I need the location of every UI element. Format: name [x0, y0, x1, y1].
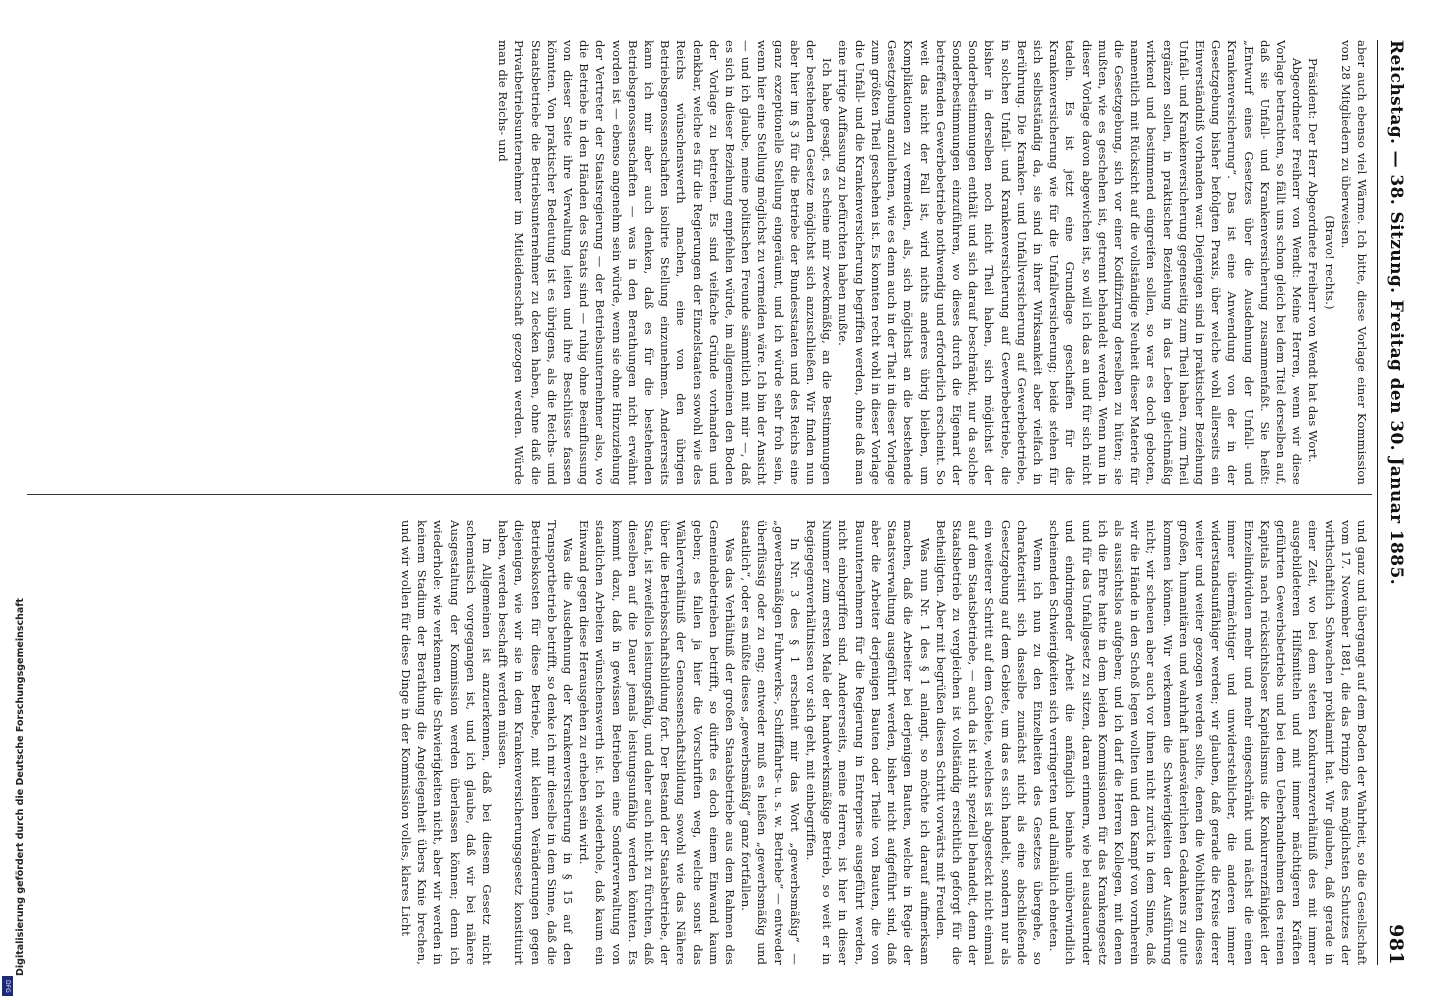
paragraph: Im Allgemeinen ist anzuerkennen, daß bei diesem Gesetz nicht schematisch vorgegangen ist, und ich glaube, daß wir bei nähere Ausgestaltung der Kommission werden überlassen können; denn ich wiederhole: wie verkennen die Schwierigkeiten nicht, aber wir werden in keinem Stadium der Berathung die Angelegenheit übers Knie brechen, und wir wollen für diese Dinge in der Kommission volles, klares Licht: [399, 520, 495, 965]
paragraph-president: Präsident: Der Herr Abgeordnete Freiherr von Wendt hat das Wort.: [1306, 58, 1321, 463]
paragraph-speech: Abgeordneter Freiherr von Wendt: Meine Herren, wenn wir diese Vorlage betrachten, so fällt uns schon gleich bei dem Titel derselben auf, daß sie Unfall- und Krankenversicherung zusammenfaßt. Sie heißt: „Entwurf eines Gesetzes über die Ausdehnung der Unfall- und Krankenversicherung“. Das ist eine Anwendung von der in der Gesetzgebung bisher befolgten Praxis, über welche wohl allerseits ein Einverständniß vorhanden war. Diejenigen sind in praktischer Beziehung Unfall- und Krankenversicherung gegenseitig zum Theil haben, zum Theil ergänzen sollen, in praktischer Beziehung in das Leben gleichmäßig wirkend und bestimmend eingreifen sollen, so war es doch geboten, namentlich mit Rücksicht auf die vollständige Neuheit dieser Materie für die Gesetzgebung, sich vor einer Kodifizirung derselben zu hüten; sie mußten, wie es geschehen ist, getrennt behandelt werden. Wenn nun in dieser Vorlage davon abgewichen ist, so will ich das an und für sich nicht tadeln. Es ist jetzt eine Grundlage geschaffen für die Krankenversicherung wie für die Unfallversicherung; beide stehen für sich selbstständig da, sie sind in ihrer Wirksamkeit aber vielfach in Berührung. Die Kranken- und Unfallversicherung auf Gewerbebetriebe, in solchen Unfall- und Krankenversicherung auf Gewerbebetriebe, die bisher in derselben noch nicht Theil haben, sich möglichst der Sonderbestimmungen enthält und sich darauf beschränkt, nur da solche Sonderbestimmungen einzuführen, wo dieses durch die Eigenart der betreffenden Gewerbebetriebe nothwendig und erforderlich erscheint. So weit das nicht der Fall ist, wird nichts anderes übrig bleiben, um Komplikationen zu vermeiden, als, sich möglichst an die bestehende Gesetzgebung anzulehnen, wie es denn auch in der That in dieser Vorlage zum größten Theil geschehen ist. Es konnten recht wohl in dieser Vorlage die Unfall- und die Krankenversicherung begriffen werden, ohne daß man eine irrige Auffassung zu befürchten haben mußte.: [836, 40, 1305, 485]
digitization-credit: [0, 0, 26, 1000]
paragraph: aber auch ebenso viel Wärme. Ich bitte, diese Vorlage einer Kommission von 28 Mitgliedern zu überweisen.: [1338, 40, 1369, 485]
paragraph: Ich habe gesagt, es scheine mir zweckmäßig, an die Bestimmungen der bestehenden Gesetze möglichst sich anzuschließen. Wir finden nun aber hier im § 3 für die Betriebe der Bundesstaaten und des Reichs eine ganz exzeptionelle Stellung eingeräumt, und ich würde sehr froh sein, wenn hier eine Stellung möglichst zu vermeiden wäre. Ich bin der Ansicht — und ich glaube, meine politischen Freunde sämmtlich mit mir —, daß es sich in dieser Beziehung empfehlen würde, im allgemeinen den Boden der Vorlage zu betreten. Es sind vielfache Gründe vorhanden und denkbar, welche es für die Regierungen der Einzelstaaten sowohl wie des Reichs wünschenswerth machen, eine von den übrigen Betriebsgenossenschaften isolirte Stellung einzunehmen. Andererseits kann ich mir aber auch denken, daß es für die bestehenden Betriebsgenossenschaften — was in den Berathungen nicht erwähnt worden ist — ebenso angenehm sein würde, wenn sie ohne Hinzuziehung der Vertreter der Staatsregierung — der Betriebsunternehmer also, wo die Betriebe in den Händen des Staats sind — ruhig ohne Beeinflussung von dieser Seite ihre Verwaltung leiten und ihre Beschlüsse fassen könnten. Von praktischer Bedeutung ist es übrigens, als die Reichs- und Staatsbetriebe die Betriebsunternehmer zu decken haben, ohne daß die Privatbetriebsunternehmer im Mitleidenschaft gezogen werden. Würde man die Reichs- und: [496, 40, 835, 485]
applause-note: (Bravo! rechts.): [1322, 215, 1337, 310]
text-column-left: [30, 40, 1370, 485]
paragraph: Was die Ausdehnung der Krankenversicherung in § 15 auf den Transportbetrieb betrifft, so denke ich mir dieselbe in dem Sinne, daß die Betriebskosten für diese Betriebe, mit kleinen Veränderungen gegen diejenigen, wie wir sie in dem Krankenversicherungsgesetz konstituirt haben, werden beschafft werden müssen.: [496, 520, 576, 965]
paragraph: Was das Verhältniß der großen Staatsbetriebe aus dem Rahmen des Gemeindebetrieben betrifft, so dürfte es doch einem Einwand kaum geben; es fallen ja hier die Vorschriften weg, welche sonst das Wählerverhältniß der Genossenschaftsbildung sowohl wie das Nähere über die Betriebsschaftsbildung fort. Der Bestand der Staatsbetriebe, der Staat, ist zweifellos leistungsfähig, und daher auch nicht zu fürchten, daß dieselben auf die Dauer jemals leistungsunfähig werden könnten. Es kommt dazu, daß in gewissen Betrieben eine Sonderverwaltung von staatlichen Arbeiten wünschenswerth ist. Ich wiederhole, daß kaum ein Einwand gegen diese Herausgehen zu erheben sein wird.: [577, 520, 738, 965]
running-header: [1377, 40, 1414, 965]
paragraph: Was nun Nr. 1 des § 1 anlangt, so möchte ich darauf aufmerksam machen, daß die Arbeiter bei derjenigen Bauten, welche in Regie der Staatsverwaltung ausgeführt werden, bisher nicht aufgeführt sind, daß aber die Arbeiter derjenigen Bauten oder Theile von Bauten, die von Bauunternehmern für die Regierung in Entreprise ausgeführt werden, nicht einbegriffen sind. Andererseits, meine Herren, ist hier in dieser Nummer zum ersten Male der handwerksmäßige Betrieb, so weit er in Regiegegenverhältnissen vor sich geht, mit einbegriffen.: [804, 520, 932, 965]
paragraph: Wenn ich nun zu den Einzelheiten des Gesetzes übergehe, so charakterisirt sich dasselbe zunächst nicht als eine abschließende Gesetzgebung auf dem Gebiete, um das es sich handelt, sondern nur als ein weiterer Schritt auf dem Gebiete, welches ist abgesteckt nicht einmal auf dem Staatsbetriebe, — auch da ist nicht speziell behandelt, denn der Staatsbetrieb zu vergleichen ist vollständig ersichtlich geforgt für die Betheiligten. Aber mit begrüßen diesen Schritt vorwärts mit Freuden.: [933, 520, 1045, 965]
credit-text: Digitalisierung gefördert durch die Deutsche Forschungsgemeinschaft: [15, 598, 26, 976]
paragraph: In Nr. 3 des § 1 erscheint mir das Wort „gewerbsmäßig“ — „gewerbsmäßigen Fuhrwerks-, Schifffahrts- u. s. w. Betriebe“ — entweder überflüssig oder zu eng; entweder muß es heißen „gewerbsmäßig und staatlich“, oder es müßte dieses „gewerbsmäßig“ ganz fortfallen.: [739, 520, 802, 965]
header-title: Reichstag. — 38. Sitzung. Freitag den 30. Januar 1885.: [1386, 40, 1406, 586]
page-number: 981: [1385, 924, 1407, 965]
text-column-right: [30, 520, 1370, 965]
dfg-logo: DFG: [2, 976, 13, 996]
paragraph: und ganz und übergangt auf dem Boden der Wahrheit, so die Gesellschaft vom 17. November 1881, die das Prinzip des möglichsten Schutzes der wirthschaftlich Schwachen proklamirt hat. Wir glauben, daß gerade in einer Zeit, wo bei dem steten Konkurrenzverhältniß des mit immer ausgebildeteren Hilfsmitteln und mit immer mächtigeren Kräften geführten Gewerbsbetriebs und bei dem Ueberhandnehmen des reinen Kapitals nach rücksichtsloser Kapitalismus die Konkurrenzfähigkeit der Einzelindividuen mehr und mehr eingeschränkt und nächst die einen immer übermächtiger und unwiderstehlicher, die anderen immer widerstandsunfähiger werden; wir glauben, daß gerade die Kreise derer weiter und weiter gezogen werden sollte, denen die Wohlthaten dieses großen, humanitären und wahrhaft landesväterlichen Gedankens zu gute kommen können. Wir verkennen die Schwierigkeiten der Ausführung nicht; wir scheuen aber auch vor ihnen nicht zurück in dem Sinne, daß wir die Hände in den Schoß legen wollten und den Kampf von vornherein als aussichtslos aufgeben; und ich darf die Herren Kollegen, mit denen ich die Ehre hatte in dem beiden Kommissionen für das Krankengesetz und für das Unfallgesetz zu sitzen, daran erinnern, wie bei ausdauernder und eindringender Arbeit die anfänglich beinahe unüberwindlich scheinenden Schwierigkeiten sich verringerten und allmählich ebneten.: [1047, 520, 1369, 965]
column-divider: [27, 494, 1372, 495]
